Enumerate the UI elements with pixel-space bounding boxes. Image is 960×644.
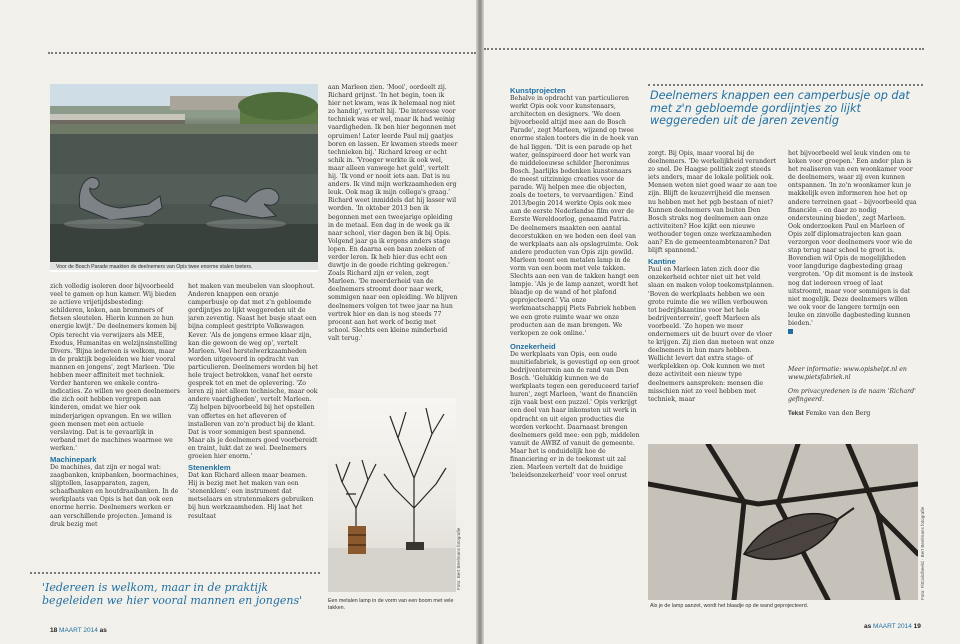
folio-date: MAART 2014 [59, 627, 98, 634]
right-column-3 [788, 150, 918, 366]
right-page [484, 0, 960, 644]
pull-quote: 'Iedereen is welkom, maar in de praktijk begeleiden we hier vooral mannen en jongens' [42, 581, 303, 607]
paragraph: aan Marleen zien. 'Mooi', oordeelt zij. Richard grijnst. 'In het begin, toen ik hier net kwam, was ik helemaal nog niet zo handig', vertelt hij. 'De interesse voor techniek was er wel, maar ik had weinig vaardigheden. Ik ben hier begonnen met opruimen! Later leerde Paul mij gaatjes boren en lassen. Er kwamen steeds meer technieken bij.' Richard kreeg er echt schik in. 'Vroeger werkte ik ook wel, maar alleen vanwege het geld', vertelt hij. 'Ik vond er nooit iets aan. Dat is nu anders. Ik vind mijn werkzaamheden erg leuk. Ook mag ik mijn collega's graag.' Richard weet inmiddels dat hij lasser wil worden. 'In oktober 2013 ben ik begonnen met een tweejarige opleiding in de metaal. Een dag in de week ga ik naar school, vier dagen ben ik bij Opis. Volgend jaar ga ik ergens anders stage lopen. En daarna een baan zoeken of verder leren. Ik heb hier dus echt een duwtje in de goede richting gekregen.' Zoals Richard zijn er velen, zegt Marleen. 'De meerderheid van de deelnemers stroomt door naar werk, sommigen naar een opleiding. We blijven deelnemers volgen tot twee jaar na hun vertrek hier en dan is nog steeds 77 procent aan het werk of bezig met school. Slechts een kleine minderheid valt terug.' [328, 84, 458, 342]
end-mark-icon [788, 329, 793, 334]
paragraph: zorgt. Bij Opis, maar vooral bij de deelnemers. 'De werkelijkheid verandert zo snel. De Haagse politiek zegt steeds iets anders, maar de lokale politiek ook. Mensen weten niet goed waar ze aan toe zijn. Blijft de keuzevrijheid die mensen nu hebben met het pgb bestaan of niet? Kunnen deelnemers van buiten Den Bosch straks nog deelnemen aan onze activiteiten? Hoe kijkt een nieuwe wethouder tegen onze werkzaamheden aan? En de gemeenteambtenaren? Dat blijft spannend.' [648, 150, 777, 255]
left-folio [50, 627, 107, 634]
left-column-1 [50, 283, 180, 555]
subheading-machinepark: Machinepark [50, 454, 97, 464]
more-info-label: Meer informatie: [788, 366, 842, 373]
canal-photo-caption: Voor de Bosch Parade maakten de deelnemers van Opis twee enorme stalen toeters. [50, 262, 318, 272]
top-dotted-rule [484, 48, 924, 50]
tree-lamp-illustration [328, 398, 456, 592]
privacy-note: Om privacyredenen is de naam 'Richard' gefingeerd. [788, 388, 916, 404]
right-column-2 [648, 150, 778, 434]
canal-sculpture-photo [50, 84, 318, 270]
top-dotted-rule [48, 52, 476, 54]
paragraph: zich volledig isoleren door bijvoorbeeld veel te gamen op hun kamer. Wij bieden ze actieve vrijetijdsbesteding: schilderen, koken, aan brommers of fietsen sleutelen. Hierin kunnen ze hun energie kwijt.' De deelnemers komen bij Opis terecht via verwijzers als MEE, Exodus, Humanitas en welzijnsinstelling Divers. 'Bijna iedereen is welkom, maar in de praktijk begeleiden we hier vooral mannen en jongens', zegt Marleen. 'Die hebben meer affiniteit met techniek. Verder hanteren we enkele contra-indicaties. Zo willen we geen deelnemers die zich ooit hebben vergrepen aan kinderen, omdat we hier ook minderjarigen opvangen. En we willen geen mensen met een actuele verslaving. Dat is te gevaarlijk in verband met de machines waarmee we werken.' [50, 283, 180, 452]
leaf-lamp-illustration [648, 444, 918, 600]
paragraph: De werkplaats van Opis, een oude munitiefabriek, is gevestigd op een groot bedrijventerrein aan de rand van Den Bosch. 'Gelukkig kunnen we de werkplaats tegen een gereduceerd tarief huren', zegt Marleen, 'want de financiën zijn vaak best een puzzel.' Opis verkrijgt een deel van haar inkomsten uit werk in opdracht en uit eigen producties die worden verkocht. Daarnaast brengen deelnemers geld mee: een pgb, middelen vanuit de AWBZ of vanuit de gemeente. Maar het is onduidelijk hoe de financiering er in de toekomst uit zal zien. Marleen vertelt dat de huidige 'beleidsonzekerheid' voor veel onrust [510, 350, 640, 480]
more-info-box [788, 366, 918, 418]
leaf-photo-caption: Als je de lamp aanzet, wordt het blaadje op de wand geprojecteerd. [650, 603, 809, 609]
folio-date: MAART 2014 [873, 623, 912, 630]
right-folio [864, 623, 921, 630]
magazine-name: as [864, 623, 872, 630]
lamp-photo-caption: Een metalen lamp in de vorm van een boom met vele takken. [328, 598, 454, 611]
left-page [0, 0, 476, 644]
left-column-3 [328, 84, 458, 394]
leaf-photo-credit: Foto: FitCalc/beeld · Bert Beelmans fotografie [920, 506, 925, 600]
page-number: 18 [50, 627, 58, 634]
right-column-1 [510, 84, 640, 614]
more-info-link-1[interactable]: www.opishelpt.nl [843, 366, 898, 373]
author-name: Femke van den Berg [805, 410, 871, 418]
subheading-stenenklem: Stenenklem [188, 463, 231, 473]
subheading-kunstprojecten: Kunstprojecten [510, 86, 566, 95]
headline: Deelnemers knappen een camperbusje op dat met z'n gebloemde gordijntjes zo lijkt weggereden uit de jaren zeventig [650, 89, 910, 128]
subheading-onzekerheid: Onzekerheid [510, 341, 556, 351]
more-info-link-2[interactable]: www.pietsfabriek.nl [788, 374, 851, 382]
paragraph: het maken van meubelen van sloophout. Anderen knappen een oranje camperbusje op dat met z'n gebloemde gordijntjes zo lijkt weggereden uit de jaren zeventig. Naast het busje staat een bijna compleet gestripte Volkswagen Kever. 'Als de jongens ermee klaar zijn, kan die gewoon de weg op', vertelt Marleen. Veel herstelwerkzaamheden worden uitgevoerd in opdracht van particulieren. Deelnemers worden bij het hele traject betrokken, vanaf het eerste gesprek tot en met de oplevering. 'Zo leren zij niet alleen technische, maar ook andere vaardigheden', vertelt Marleen. 'Zij helpen bijvoorbeeld bij het opstellen van offertes en het afleveren of installeren van zo'n product bij de klant. Dat is voor sommigen best spannend. Maar als je deelnemers goed voorbereidt en traint, lukt dat ze wel. Deelnemers groeien hier enorm.' [188, 283, 318, 460]
subheading-kantine: Kantine [648, 257, 676, 267]
paragraph: De machines, dat zijn er nogal wat: zaagbanken, knipbanken, boormachines, slijptollen, lasapparaten, zagen, schaafbanken en houtdraaibanken. In de werkplaats van Opis is het dan ook een enorme herrie. Deelnemers werken er aan verschillende projecten. Jemand is druk bezig met [50, 463, 179, 528]
quote-rule-top [30, 572, 320, 574]
lamp-photo-credit: Foto: Bert Beelmans fotografie [456, 527, 461, 590]
headline-rule-top [648, 84, 923, 86]
author-label: Tekst [788, 410, 804, 418]
paragraph: Dat kan Richard alleen maar beamen. Hij is bezig met het maken van een 'stenenklem': een instrument dat metselaars en stratenmakers gebruiken bij hun werkzaamheden. Hij laat het resultaat [188, 472, 314, 520]
left-column-2 [188, 283, 318, 555]
more-info-en: en [899, 366, 907, 373]
paragraph: Paul en Marleen laten zich door die onzekerheid echter niet uit het veld slaan en maken volop toekomstplannen. 'Boven de werkplaats hebben we een grote ruimte die we willen verbouwen tot bedrijfskantine voor het hele bedrijventerrein', geeft Marleen als voorbeeld. 'Zo hopen we meer ondernemers uit de buurt over de vloer te krijgen. Zij zien dan meteen wat onze deelnemers in hun mars hebben. Wellicht levert dat extra stage- of werkplekken op. Ook kunnen we met deze activiteit een nieuw type deelnemers aanspreken: mensen die misschien niet zo veel hebben met techniek, maar [648, 266, 775, 403]
paragraph: Behalve in opdracht van particulieren werkt Opis ook voor kunstenaars, architecten en designers. 'We doen bijvoorbeeld altijd mee aan de Bosch Parade', zegt Marleen, wijzend op twee enorme stalen toeters die in de hoek van de hal liggen. 'Dit is een parade op het water, geïnspireerd door het werk van de middeleeuwse schilder Jheronimus Bosch. Jaarlijks bedenken kunstenaars de meest uitzinnige creaties voor de parade. Wij helpen mee die objecten, zoals de toeters, te vervaardigen.' Eind 2013/begin 2014 werkte Opis ook mee aan de eerste Nederlandse film over de Eerste Wereldoorlog, genaamd Patria. De deelnemers maakten een aantal decorstukken en we boden een deel van de werkplaats aan als opslagruimte. Ook andere producten van Opis zijn gewild. Marleen toont een metalen lamp in de vorm van een boom met vele takken. Slechts aan een van de takken hangt een lampje. 'Als je de lamp aanzet, wordt het blaadje op de wand of het plafond geprojecteerd.' Via onze werkmaatschappij Piets Fabriek hebben we een grote ruimte waar we onze producten aan de man brengen. We verkopen ze ook online.' [510, 95, 639, 337]
tree-lamp-photo [328, 398, 456, 592]
spine-gutter [476, 0, 484, 644]
magazine-name: as [99, 627, 107, 634]
page-number: 19 [913, 623, 921, 630]
leaf-lamp-photo [648, 444, 918, 600]
paragraph: het bijvoorbeeld wel leuk vinden om te koken voor groepen.' Een ander plan is het realiseren van een woonkamer voor de deelnemers, waar zij even kunnen ontspannen. 'In zo'n woonkamer kun je makkelijk even informeren hoe het op andere terreinen gaat – bijvoorbeeld qua financiën – en daar zo nodig ondersteuning bieden', zegt Marleen. Ook onderzoeken Paul en Marleen of Opis zelf diplomatrajecten kan gaan verzorgen voor deelnemers voor wie de stap terug naar school te groot is. Bovendien wil Opis de mogelijkheden voor langdurige dagbesteding graag vergroten. 'Op dit moment is de insteek nog dat iedereen vroeg of laat uitstroomt, maar voor sommigen is dat niet mogelijk. Deze deelnemers willen we ook voor de langere termijn een leuke en zinvolle dagbesteding kunnen bieden.' [788, 150, 917, 327]
canal-scene-illustration [50, 84, 318, 270]
